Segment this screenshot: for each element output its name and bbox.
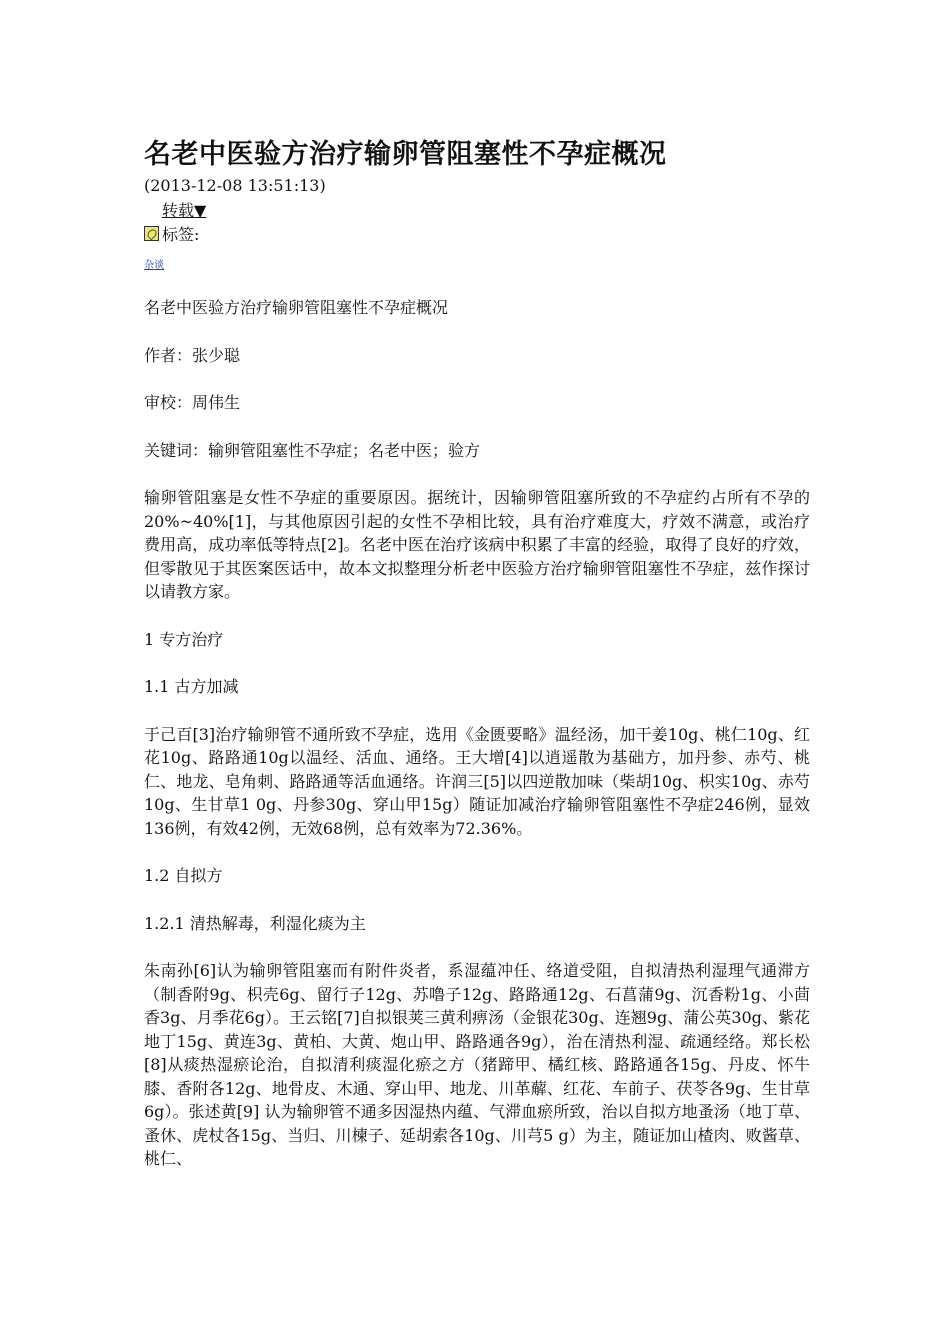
paragraph: 于己百[3]治疗输卵管不通所致不孕症，选用《金匮要略》温经汤，加干姜10g、桃仁10g、红花10g、路路通10g以温经、活血、通络。王大增[4]以逍遥散为基础方，加丹参、赤芍、桃仁、地龙、皂角刺、路路通等活血通络。许润三[5]以四逆散加味（柴胡10g、枳实10g、赤芍10g、生甘草1 0g、丹参30g、穿山甲15g）随证加减治疗输卵管阻塞性不孕症246例，显效136例，有效42例，无效68例，总有效率为72.36%。: [144, 724, 810, 838]
intro-paragraph: 输卵管阻塞是女性不孕症的重要原因。据统计，因输卵管阻塞所致的不孕症约占所有不孕的20%~40%[1]，与其他原因引起的女性不孕相比较，具有治疗难度大，疗效不满意，或治疗费用高，成功率低等特点[2]。名老中医在治疗该病中积累了丰富的经验，取得了良好的疗效，但零散见于其医案医话中，故本文拟整理分析老中医验方治疗输卵管阻塞性不孕症，兹作探讨以请教方家。: [144, 488, 810, 601]
keywords-line: 关键词：输卵管阻塞性不孕症；名老中医；验方: [144, 440, 481, 460]
section-heading: 1 专方治疗: [144, 629, 224, 649]
tags-label: 标签:: [162, 225, 200, 244]
article-body: [144, 296, 810, 1195]
author-line: 作者：张少聪: [144, 345, 241, 365]
tag-icon: [144, 226, 159, 241]
reviewer-line: 审校：周伟生: [144, 393, 241, 412]
paragraph: 朱南孙[6]认为输卵管阻塞而有附件炎者，系湿蕴冲任、络道受阻，自拟清热利湿理气通滞方（制香附9g、枳壳6g、留行子12g、苏噜子12g、路路通12g、石菖蒲9g、沉香粉1g、小茴香3g、月季花6g）。王云铭[7]自拟银荚三黄利痹汤（金银花30g、连翘9g、蒲公英30g、紫花地丁15g、黄连3g、黄柏、大黄、炮山甲、路路通各9g），治在清热利湿、疏通经络。郑长松[8]从痰热湿瘀论治，自拟清利痰湿化瘀之方（猪蹄甲、橘红核、路路通各15g、丹皮、怀牛膝、香附各12g、地骨皮、木通、穿山甲、地龙、川革薢、红花、车前子、茯苓各9g、生甘草6g）。张述黄[9] 认为输卵管不通多因湿热内蕴、气滞血瘀所致，治以自拟方地蚤汤（地丁草、蚤休、虎杖各15g、当归、川楝子、延胡索各10g、川芎5 g）为主，随证加山楂肉、败酱草、桃仁、: [144, 961, 810, 1168]
subsection-heading: 1.2 自拟方: [144, 866, 223, 885]
subsection-heading: 1.1 古方加减: [144, 677, 239, 696]
article-title: 名老中医验方治疗输卵管阻塞性不孕症概况: [144, 139, 667, 170]
repost-link[interactable]: 转载▼: [162, 201, 207, 220]
tag-link[interactable]: 杂谈: [144, 260, 164, 271]
body-heading: 名老中医验方治疗输卵管阻塞性不孕症概况: [144, 298, 449, 317]
tags-line: [144, 222, 199, 245]
subsubsection-heading: 1.2.1 清热解毒，利湿化痰为主: [144, 913, 366, 933]
post-date: (2013-12-08 13:51:13): [144, 176, 326, 195]
